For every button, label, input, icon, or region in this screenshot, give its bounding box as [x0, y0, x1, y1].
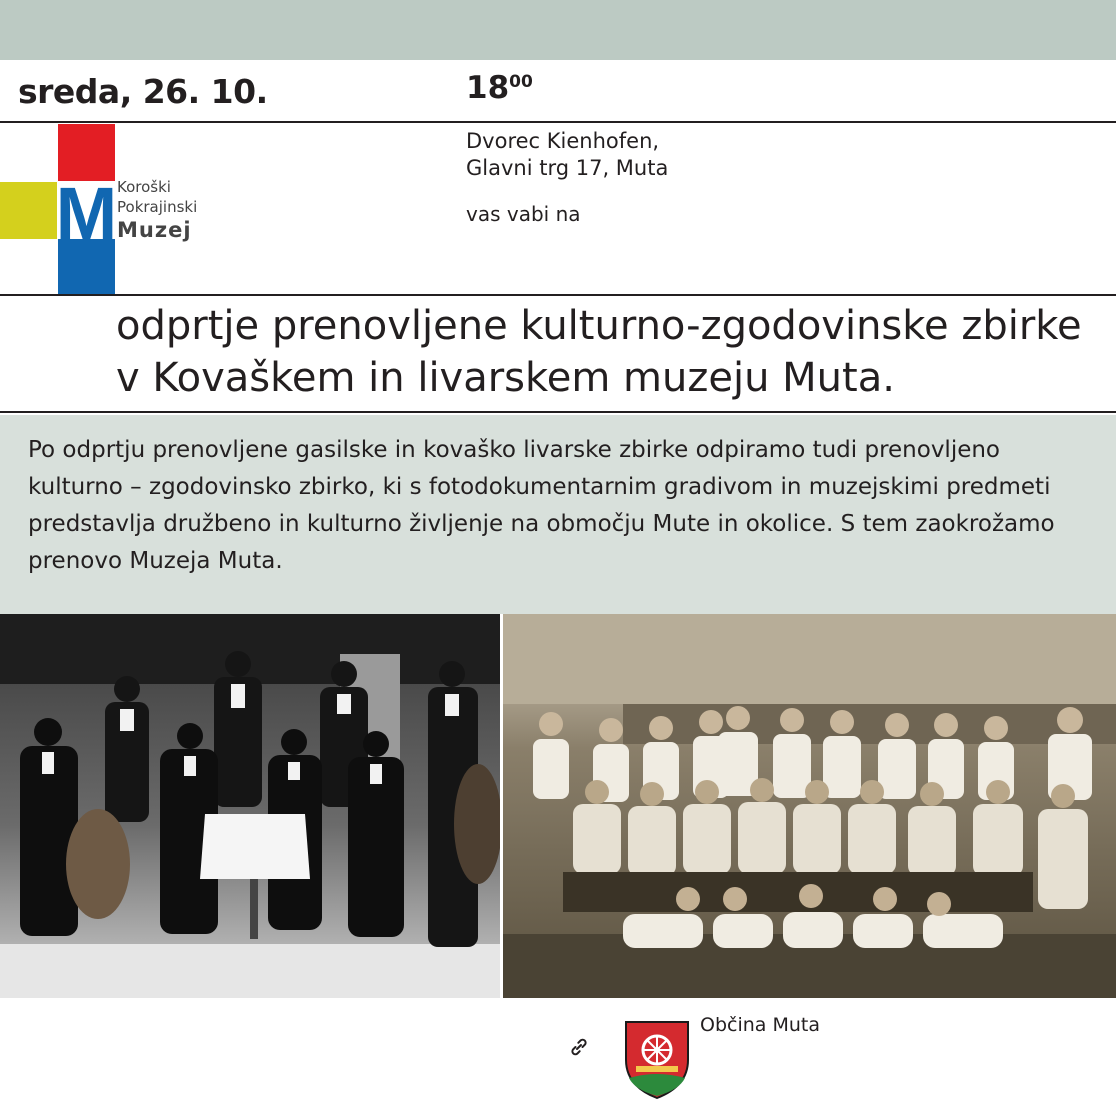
venue-line2: Glavni trg 17, Muta [466, 156, 669, 180]
link-icon[interactable] [568, 1036, 590, 1058]
description: Po odprtju prenovljene gasilske in kovaško livarske zbirke odpiramo tudi prenovljeno kulturno – zgodovinsko zbirko, ki s fotodokumentarnim gradivom in muzejskimi predmeti predstavlja družbeno in kulturno življenje na območju Mute in okolice. S tem zaokrožamo prenovo Muzeja Muta. [28, 437, 1055, 574]
venue [466, 128, 668, 182]
logo-name-line2: Pokrajinski [117, 198, 198, 216]
municipality-name: Občina Muta [700, 1014, 820, 1036]
logo-name-line1: Koroški [117, 178, 171, 196]
divider-headline-bottom [0, 411, 1116, 413]
event-time [466, 70, 533, 106]
photo-group-icon [503, 614, 1116, 998]
top-band [0, 0, 1116, 60]
coat-of-arms-icon [624, 1020, 690, 1100]
venue-line1: Dvorec Kienhofen, [466, 129, 660, 153]
event-time-hour: 18 [466, 70, 510, 106]
event-date: sreda, 26. 10. [18, 72, 268, 111]
event-time-minutes: 00 [509, 72, 533, 92]
museum-logo [0, 124, 230, 296]
divider-headline-top [0, 294, 1116, 296]
headline [116, 300, 1082, 404]
headline-line2: v Kovaškem in livarskem muzeju Muta. [116, 355, 895, 401]
invite-text: vas vabi na [466, 202, 581, 226]
divider-top [0, 121, 1116, 123]
photo-musicians-icon [0, 614, 500, 998]
logo-name-line3: Muzej [117, 218, 192, 242]
headline-line1: odprtje prenovljene kulturno-zgodovinske zbirke [116, 303, 1082, 349]
logo-letter: M [55, 172, 118, 255]
